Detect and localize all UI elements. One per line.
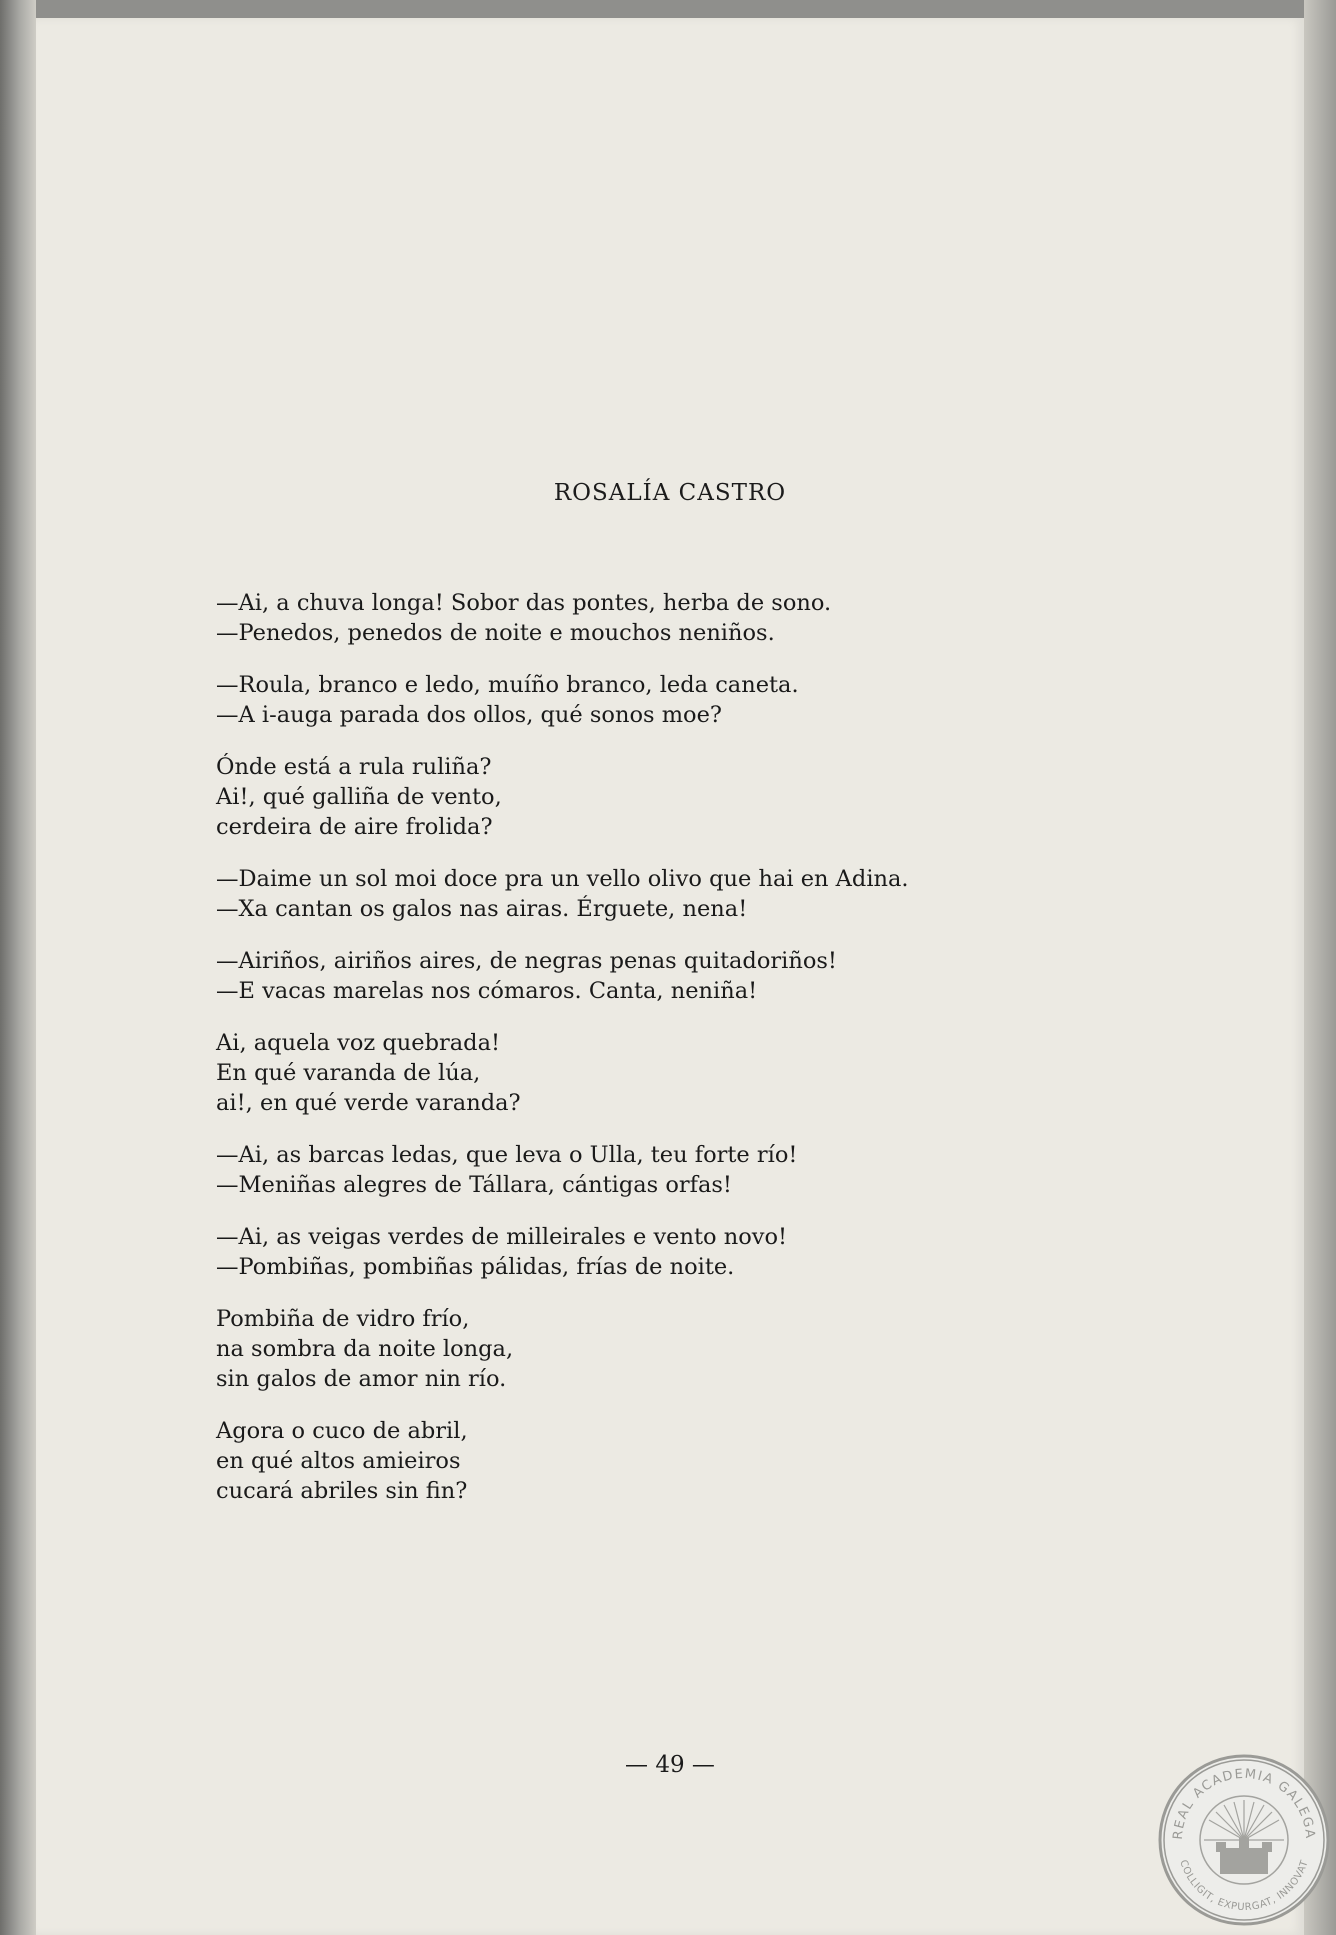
poem-line: Pombiña de vidro frío,: [216, 1306, 470, 1332]
poem-body: [216, 588, 1216, 1528]
page-number: — 49 —: [625, 1752, 715, 1778]
poem-line: Ónde está a rula ruliña?: [216, 754, 492, 780]
poem-line: En qué varanda de lúa,: [216, 1060, 481, 1086]
stanza: [216, 670, 1216, 730]
poem-line: cucará abriles sin fin?: [216, 1478, 468, 1504]
poem-line: —Roula, branco e ledo, muíño branco, leda caneta.: [216, 672, 799, 698]
stanza: [216, 588, 1216, 648]
stanza: [216, 864, 1216, 924]
stanza: [216, 1222, 1216, 1282]
poem-line: —Xa cantan os galos nas airas. Érguete, nena!: [216, 896, 748, 922]
seal-text-top: REAL ACADEMIA GALEGA: [1170, 1766, 1318, 1841]
poem-line: —Daime un sol moi doce pra un vello olivo que hai en Adina.: [216, 866, 909, 892]
poem-line: Ai!, qué galliña de vento,: [216, 784, 502, 810]
book-page: [36, 18, 1304, 1935]
poem-line: en qué altos amieiros: [216, 1448, 461, 1474]
stanza: [216, 752, 1216, 842]
stanza: [216, 946, 1216, 1006]
seal-text-bottom: COLLIGIT, EXPURGAT, INNOVAT: [1177, 1858, 1311, 1914]
poem-line: —E vacas marelas nos cómaros. Canta, neniña!: [216, 978, 758, 1004]
stanza: [216, 1304, 1216, 1394]
poem-line: sin galos de amor nin río.: [216, 1366, 507, 1392]
poem-line: —Ai, as barcas ledas, que leva o Ulla, teu forte río!: [216, 1142, 798, 1168]
poem-line: Ai, aquela voz quebrada!: [216, 1030, 501, 1056]
stanza: [216, 1416, 1216, 1506]
poem-line: —Ai, as veigas verdes de milleirales e vento novo!: [216, 1224, 788, 1250]
poem-line: ai!, en qué verde varanda?: [216, 1090, 521, 1116]
page-edge: [1304, 0, 1336, 1935]
poem-line: —Ai, a chuva longa! Sobor das pontes, herba de sono.: [216, 590, 832, 616]
poem-title: ROSALÍA CASTRO: [553, 480, 787, 506]
poem-line: —Pombiñas, pombiñas pálidas, frías de noite.: [216, 1254, 735, 1280]
poem-line: —A i-auga parada dos ollos, qué sonos moe?: [216, 702, 722, 728]
stanza: [216, 1140, 1216, 1200]
castle-icon: [1216, 1838, 1272, 1874]
poem-line: —Meniñas alegres de Tállara, cántigas orfas!: [216, 1172, 732, 1198]
poem-line: na sombra da noite longa,: [216, 1336, 514, 1362]
poem-line: Agora o cuco de abril,: [216, 1418, 468, 1444]
stanza: [216, 1028, 1216, 1118]
academy-seal: [1156, 1752, 1332, 1928]
book-binding: [0, 0, 36, 1935]
poem-line: —Penedos, penedos de noite e mouchos neniños.: [216, 620, 775, 646]
poem-line: cerdeira de aire frolida?: [216, 814, 493, 840]
poem-line: —Airiños, airiños aires, de negras penas quitadoriños!: [216, 948, 837, 974]
